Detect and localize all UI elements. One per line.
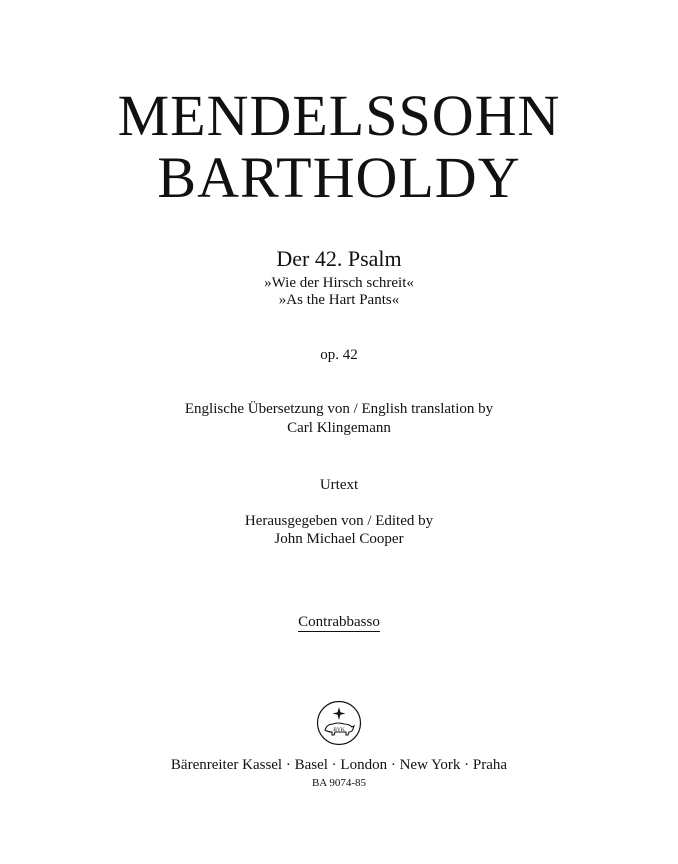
translator-name: Carl Klingemann xyxy=(287,420,391,436)
instrument-part-label: Contrabbasso xyxy=(298,614,380,630)
urtext-label: Urtext xyxy=(319,477,359,493)
editor-credit-label: Herausgegeben von / Edited by xyxy=(244,513,434,529)
translation-credit-label: Englische Übersetzung von / English translation by xyxy=(184,401,494,417)
logo-monogram: BVK xyxy=(333,727,345,733)
baerenreiter-logo-icon xyxy=(316,700,362,746)
editor-name: John Michael Cooper xyxy=(274,531,404,547)
work-title: Der 42. Psalm xyxy=(276,246,402,271)
opus-number: op. 42 xyxy=(320,347,358,363)
work-subtitle-german: »Wie der Hirsch schreit« xyxy=(264,275,414,291)
publisher-cities: Bärenreiter Kassel · Basel · London · New York · Praha xyxy=(170,757,508,773)
composer-name-line2: BARTHOLDY xyxy=(157,145,521,210)
catalog-number: BA 9074-85 xyxy=(311,777,367,789)
composer-name-line1: MENDELSSOHN xyxy=(117,83,561,148)
instrument-part xyxy=(0,613,678,631)
work-subtitle-english: »As the Hart Pants« xyxy=(278,292,400,308)
